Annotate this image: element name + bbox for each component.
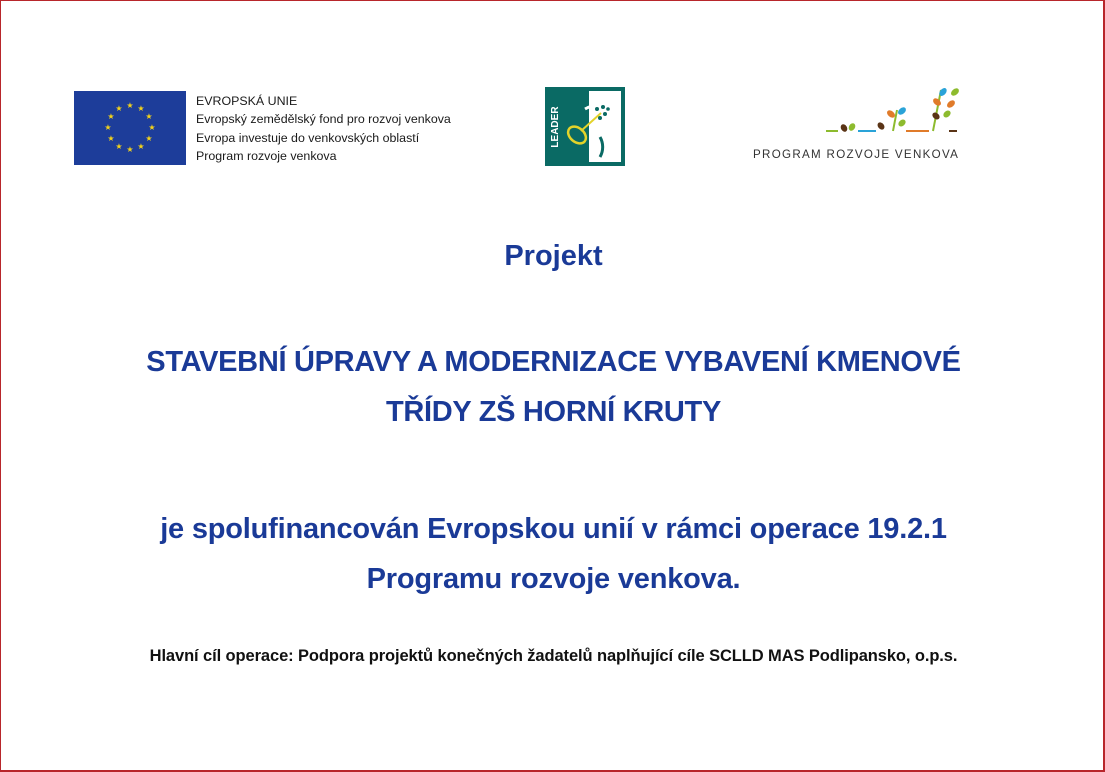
eu-line-2: Evropský zemědělský fond pro rozvoj venkova [196, 112, 451, 127]
prv-logo-label: PROGRAM ROZVOJE VENKOVA [753, 148, 960, 161]
eu-fund-text [196, 92, 451, 165]
svg-text:★: ★ [126, 145, 134, 154]
svg-text:★: ★ [115, 142, 123, 151]
svg-text:★: ★ [145, 134, 153, 143]
cofinancing-line-2: Programu rozvoje venkova. [366, 563, 741, 595]
eu-line-3: Evropa investuje do venkovských oblastí [196, 130, 420, 145]
leader-logo-icon [545, 87, 625, 166]
cofinancing-line-1: je spolufinancován Evropskou unií v rámci operace 19.2.1 [160, 513, 947, 545]
svg-text:★: ★ [115, 104, 123, 113]
svg-text:★: ★ [107, 112, 115, 121]
operation-goal: Hlavní cíl operace: Podpora projektů konečných žadatelů naplňující cíle SCLLD MAS Podlipansko, o.p.s. [149, 647, 958, 665]
eu-line-4: Program rozvoje venkova [196, 148, 337, 163]
project-name [1, 337, 1105, 437]
heading-projekt: Projekt [504, 240, 603, 272]
svg-text:★: ★ [137, 104, 145, 113]
project-name-line-1: STAVEBNÍ ÚPRAVY A MODERNIZACE VYBAVENÍ KMENOVÉ [146, 346, 961, 378]
svg-text:★: ★ [148, 123, 156, 132]
cofinancing-statement [1, 504, 1105, 604]
svg-text:★: ★ [107, 134, 115, 143]
eu-flag-icon [74, 91, 186, 165]
svg-text:★: ★ [137, 142, 145, 151]
svg-text:★: ★ [126, 101, 134, 110]
svg-text:LEADER: LEADER [550, 106, 561, 148]
svg-text:★: ★ [145, 112, 153, 121]
svg-text:★: ★ [104, 123, 112, 132]
eu-line-1: EVROPSKÁ UNIE [196, 94, 298, 108]
project-name-line-2: TŘÍDY ZŠ HORNÍ KRUTY [385, 396, 722, 428]
